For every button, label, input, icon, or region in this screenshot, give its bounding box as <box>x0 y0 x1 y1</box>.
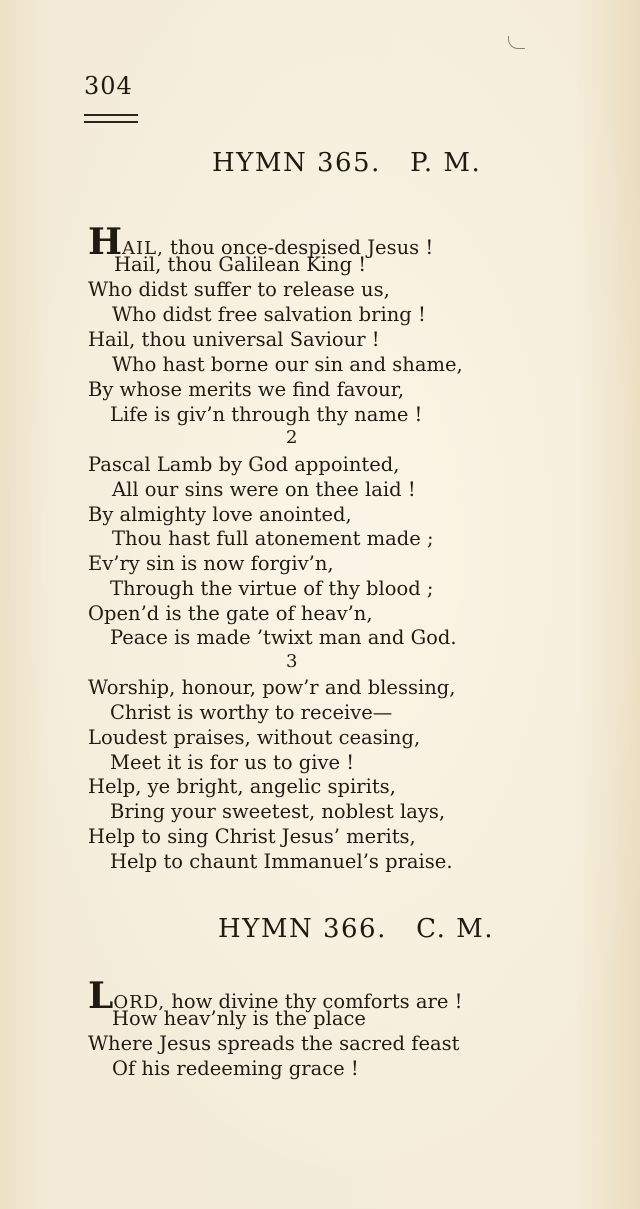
verse-line: Meet it is for us to give ! <box>110 751 355 774</box>
verse-line: All our sins were on thee laid ! <box>112 478 416 501</box>
verse-line: Help, ye bright, angelic spirits, <box>88 775 396 798</box>
hymn-365-title: HYMN 365. P. M. <box>212 148 482 178</box>
hymn-365-opening-line: HAIL, thou once-despised Jesus ! <box>88 221 434 263</box>
drop-cap: H <box>88 221 123 263</box>
stanza-number: 3 <box>286 651 298 672</box>
hymn-366-title: HYMN 366. C. M. <box>218 914 495 944</box>
verse-line: Who didst suffer to release us, <box>88 278 390 301</box>
verse-line: Hail, thou universal Saviour ! <box>88 328 380 351</box>
verse-line: Loudest praises, without ceasing, <box>88 726 421 749</box>
verse-line: Ev’ry sin is now forgiv’n, <box>88 552 334 575</box>
verse-line: Thou hast full atonement made ; <box>112 527 434 550</box>
verse-line: Help to sing Christ Jesus’ merits, <box>88 825 416 848</box>
verse-line: Bring your sweetest, noblest lays, <box>110 800 446 823</box>
drop-cap: L <box>88 975 114 1017</box>
verse-line: Pascal Lamb by God appointed, <box>88 453 400 476</box>
stanza-number: 2 <box>286 427 298 448</box>
verse-line: Open’d is the gate of heav’n, <box>88 602 373 625</box>
corner-mark-icon <box>508 36 525 49</box>
verse-line: Who hast borne our sin and shame, <box>112 353 463 376</box>
verse-line: Christ is worthy to receive— <box>110 701 393 724</box>
verse-line: By almighty love anointed, <box>88 503 352 526</box>
verse-line: Where Jesus spreads the sacred feast <box>88 1032 460 1055</box>
header-rule <box>84 114 138 123</box>
verse-line: Who didst free salvation bring ! <box>112 303 426 326</box>
verse-line: Through the virtue of thy blood ; <box>110 577 434 600</box>
hymn-366-opening-line: LORD, how divine thy comforts are ! <box>88 975 463 1017</box>
verse-line: Help to chaunt Immanuel’s praise. <box>110 850 453 873</box>
verse-line: Worship, honour, pow’r and blessing, <box>88 676 456 699</box>
verse-line: Hail, thou Galilean King ! <box>114 253 367 276</box>
verse-line: How heav’nly is the place <box>112 1007 366 1030</box>
verse-line: Life is giv’n through thy name ! <box>110 403 423 426</box>
verse-line: Peace is made ’twixt man and God. <box>110 626 457 649</box>
page-number: 304 <box>84 72 133 100</box>
verse-line: Of his redeeming grace ! <box>112 1057 359 1080</box>
verse-line: By whose merits we find favour, <box>88 378 405 401</box>
